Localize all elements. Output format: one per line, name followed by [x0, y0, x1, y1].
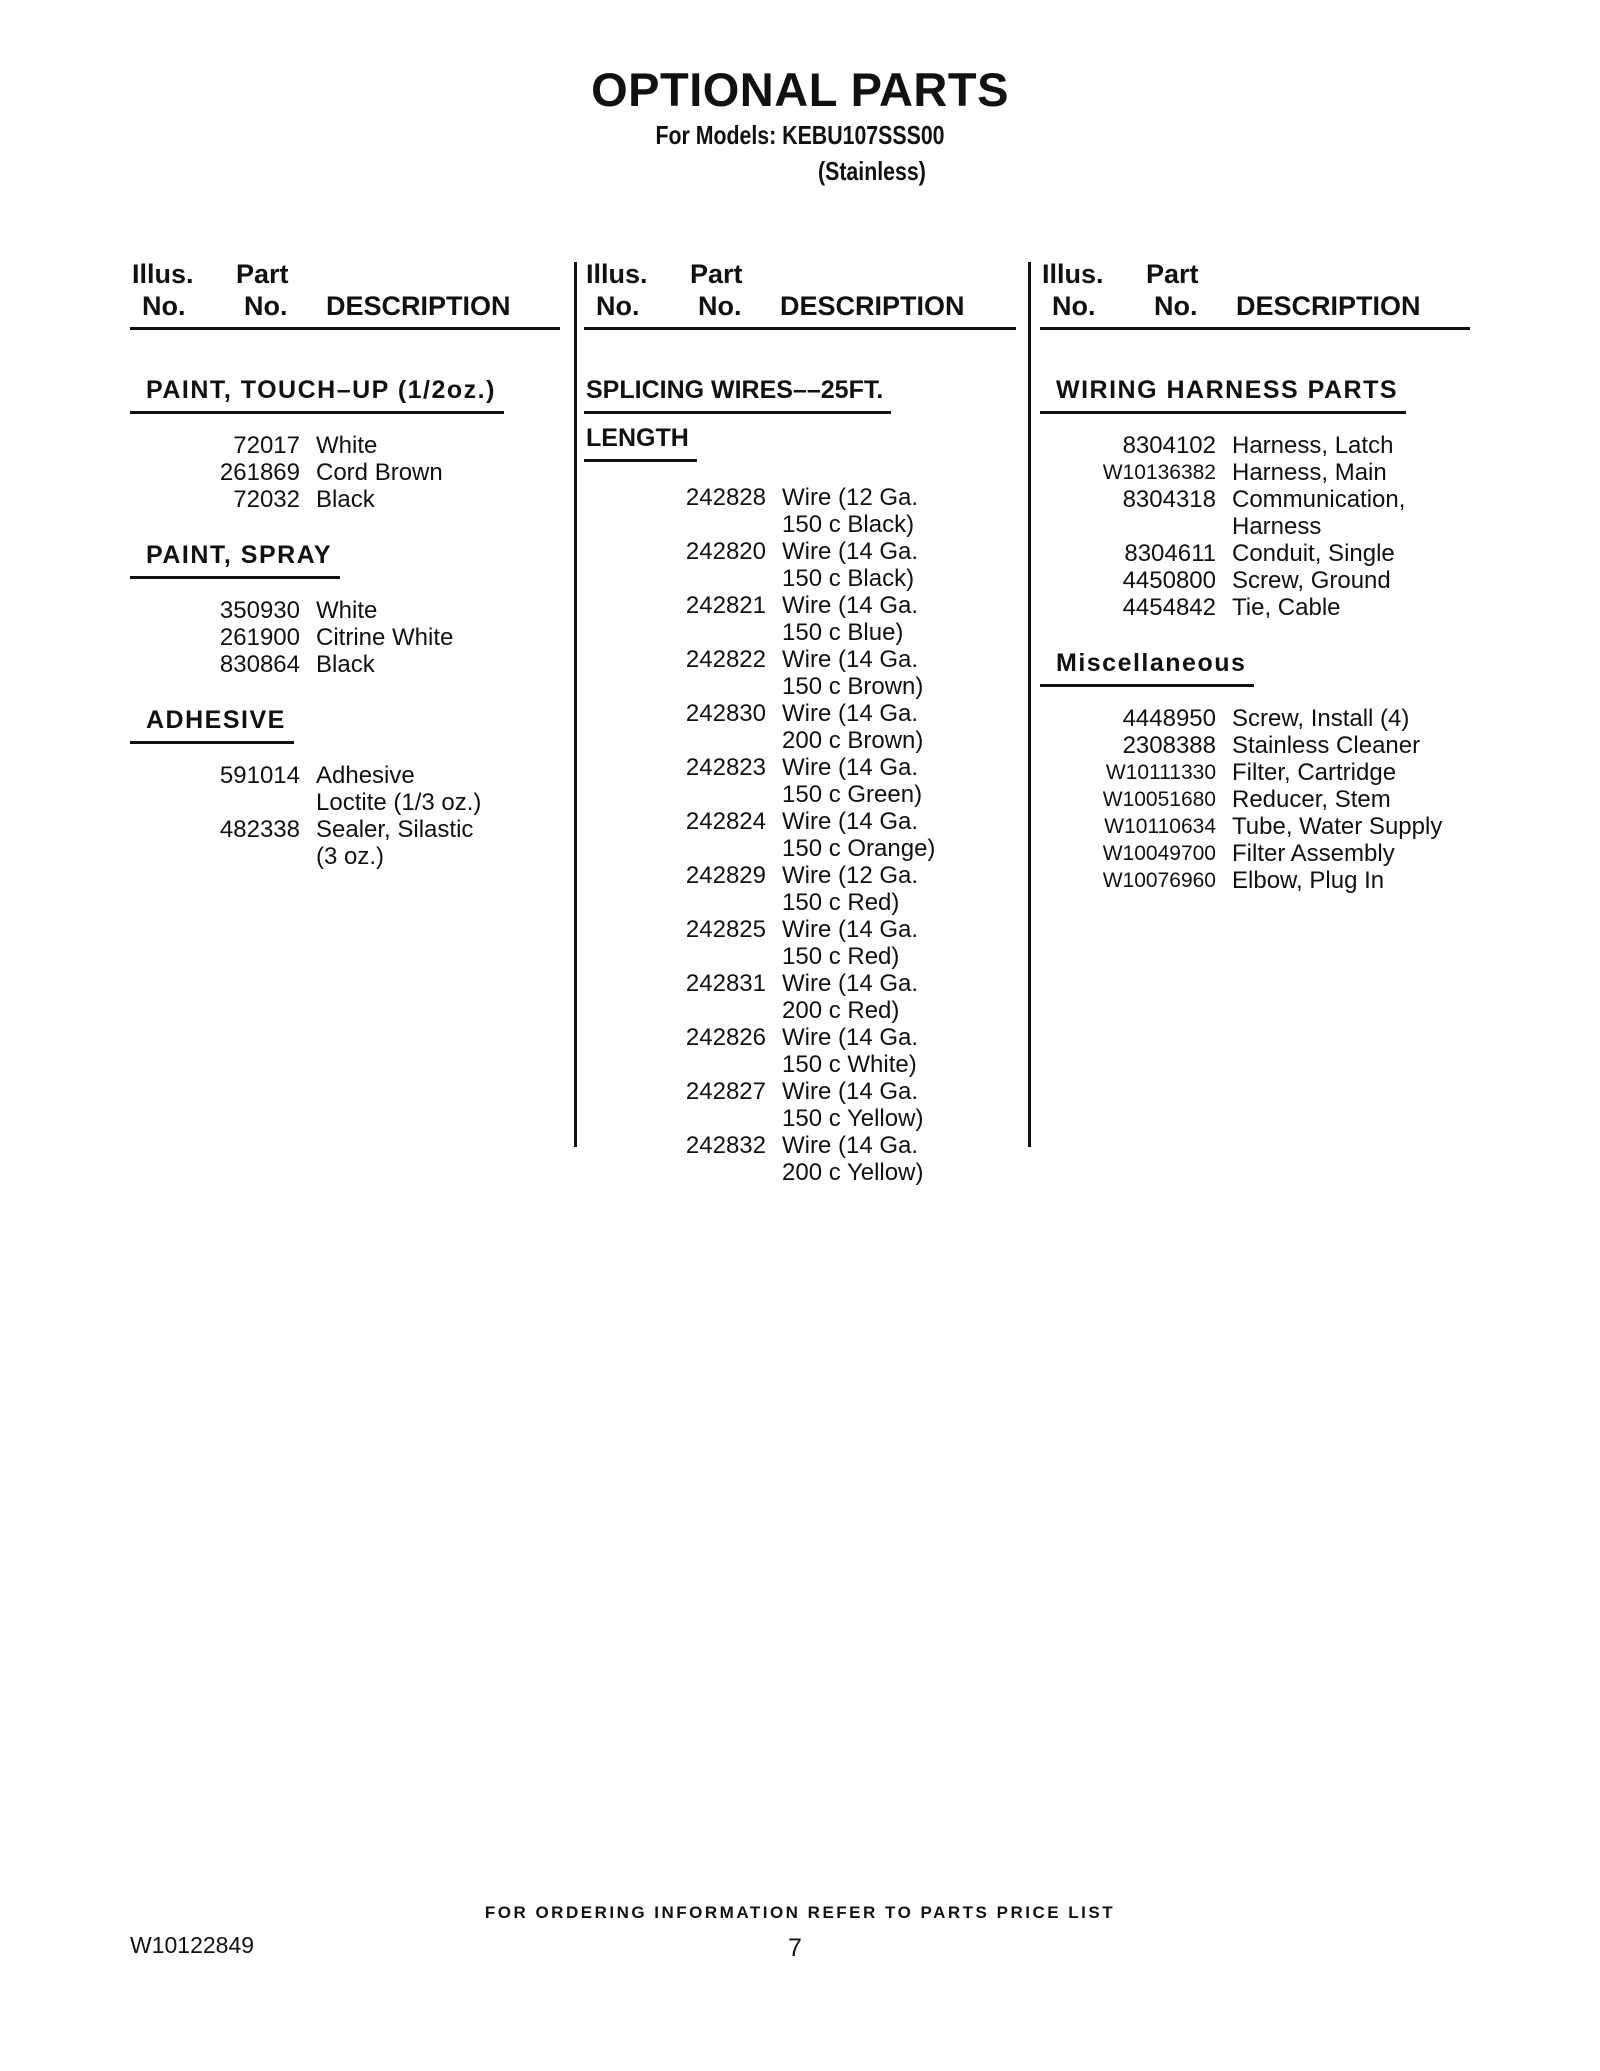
part-number	[584, 835, 782, 862]
part-number	[584, 997, 782, 1024]
part-description: Conduit, Single	[1232, 540, 1395, 567]
part-number: 4448950	[1122, 705, 1216, 732]
part-number: 242832	[685, 1132, 766, 1159]
part-description: Loctite (1/3 oz.)	[316, 789, 482, 816]
part-number: 72017	[233, 432, 300, 459]
header-part-no: No.	[1154, 291, 1198, 321]
list-item	[130, 624, 560, 651]
part-number	[1040, 513, 1232, 540]
part-number: 261900	[219, 624, 300, 651]
list-item	[1040, 513, 1470, 540]
part-description: Cord Brown	[316, 459, 443, 486]
part-description: 150 c Red)	[782, 889, 900, 916]
part-number: 242827	[685, 1078, 766, 1105]
header-illus: Illus.	[1042, 259, 1104, 289]
list-item	[584, 1078, 1016, 1105]
part-description: 150 c Brown)	[782, 673, 924, 700]
part-number: 350930	[219, 597, 300, 624]
list-item	[1040, 867, 1470, 894]
list-item	[584, 673, 1016, 700]
list-item	[130, 816, 560, 843]
parts-section	[1040, 649, 1470, 894]
column-body	[1040, 376, 1470, 894]
part-number: 242831	[685, 970, 766, 997]
part-description: Wire (14 Ga.	[782, 1024, 919, 1051]
part-description: Reducer, Stem	[1232, 786, 1391, 813]
part-number: 242830	[685, 700, 766, 727]
list-item	[1040, 813, 1470, 840]
list-item	[584, 916, 1016, 943]
part-description: Screw, Install (4)	[1232, 705, 1410, 732]
list-item	[130, 789, 560, 816]
list-item	[130, 432, 560, 459]
part-description: 150 c Black)	[782, 511, 915, 538]
part-description: Wire (14 Ga.	[782, 1132, 919, 1159]
part-number	[130, 789, 316, 816]
part-number: 242822	[685, 646, 766, 673]
part-description: Communication,	[1232, 486, 1406, 513]
list-item	[584, 484, 1016, 511]
list-item	[1040, 705, 1470, 732]
part-description: 150 c Red)	[782, 943, 900, 970]
header-description: DESCRIPTION	[326, 291, 511, 321]
parts-column-1	[130, 255, 560, 870]
section-title: PAINT, TOUCH–UP (1/2oz.)	[130, 376, 504, 414]
part-number: 591014	[219, 762, 300, 789]
list-item	[584, 943, 1016, 970]
list-item	[584, 619, 1016, 646]
part-number: 261869	[219, 459, 300, 486]
part-number	[584, 889, 782, 916]
part-number: W10136382	[1102, 461, 1216, 484]
parts-list	[130, 597, 560, 678]
list-item	[584, 1024, 1016, 1051]
part-number: 4454842	[1122, 594, 1216, 621]
list-item	[584, 889, 1016, 916]
list-item	[584, 700, 1016, 727]
list-item	[584, 1051, 1016, 1078]
part-number: W10110634	[1104, 815, 1216, 838]
column-header	[1040, 255, 1470, 330]
list-item	[1040, 567, 1470, 594]
part-number	[584, 727, 782, 754]
part-description: Wire (14 Ga.	[782, 646, 919, 673]
part-description: 150 c Green)	[782, 781, 923, 808]
parts-list	[130, 432, 560, 513]
header-part: Part	[1146, 259, 1199, 289]
part-description: Elbow, Plug In	[1232, 867, 1385, 894]
list-item	[1040, 759, 1470, 786]
parts-column-3	[1040, 255, 1470, 894]
part-description: Harness, Latch	[1232, 432, 1394, 459]
part-description: Filter Assembly	[1232, 840, 1395, 867]
part-number	[584, 511, 782, 538]
list-item	[584, 1159, 1016, 1186]
list-item	[584, 754, 1016, 781]
part-description: Wire (12 Ga.	[782, 862, 919, 889]
part-description: White	[316, 432, 378, 459]
list-item	[584, 1132, 1016, 1159]
part-description: Tube, Water Supply	[1232, 813, 1443, 840]
list-item	[584, 781, 1016, 808]
part-description: 200 c Red)	[782, 997, 900, 1024]
part-number: W10051680	[1102, 788, 1216, 811]
part-number: W10049700	[1102, 842, 1216, 865]
page-number: 7	[788, 1934, 802, 1962]
parts-section	[130, 541, 560, 678]
list-item	[1040, 732, 1470, 759]
section-title: SPLICING WIRES––25FT.	[584, 376, 891, 414]
section-title: ADHESIVE	[130, 706, 294, 744]
parts-section	[130, 706, 560, 870]
section-title: Miscellaneous	[1040, 649, 1254, 687]
header-description: DESCRIPTION	[1236, 291, 1421, 321]
header-part-no: No.	[698, 291, 742, 321]
part-number	[584, 781, 782, 808]
part-description: Wire (14 Ga.	[782, 538, 919, 565]
part-description: Harness, Main	[1232, 459, 1387, 486]
header-part-no: No.	[244, 291, 288, 321]
part-description: Sealer, Silastic	[316, 816, 474, 843]
ordering-note: FOR ORDERING INFORMATION REFER TO PARTS PRICE LIST	[484, 1903, 1116, 1922]
part-number: 242828	[685, 484, 766, 511]
part-number	[584, 619, 782, 646]
part-description: 150 c Black)	[782, 565, 915, 592]
list-item	[584, 592, 1016, 619]
list-item	[584, 970, 1016, 997]
part-description: Wire (14 Ga.	[782, 808, 919, 835]
part-description: Screw, Ground	[1232, 567, 1391, 594]
part-number: 242829	[685, 862, 766, 889]
part-description: Wire (14 Ga.	[782, 1078, 919, 1105]
column-header	[584, 255, 1016, 330]
part-description: Wire (14 Ga.	[782, 970, 919, 997]
model-line: For Models: KEBU107SSS00	[655, 120, 945, 150]
list-item	[584, 997, 1016, 1024]
header-illus-no: No.	[1052, 291, 1096, 321]
parts-section	[584, 376, 1016, 1186]
list-item	[1040, 840, 1470, 867]
part-number	[584, 1051, 782, 1078]
part-description: Wire (14 Ga.	[782, 754, 919, 781]
section-title: PAINT, SPRAY	[130, 541, 340, 579]
part-description: Wire (14 Ga.	[782, 592, 919, 619]
header-illus-no: No.	[596, 291, 640, 321]
part-description: Tie, Cable	[1232, 594, 1341, 621]
part-number: 242824	[685, 808, 766, 835]
list-item	[1040, 459, 1470, 486]
header-part: Part	[236, 259, 289, 289]
list-item	[584, 646, 1016, 673]
list-item	[1040, 540, 1470, 567]
part-number: 8304318	[1122, 486, 1216, 513]
part-number: 242820	[685, 538, 766, 565]
header-part: Part	[690, 259, 743, 289]
list-item	[130, 459, 560, 486]
parts-list	[584, 484, 1016, 1186]
part-number	[584, 943, 782, 970]
part-number: 8304102	[1122, 432, 1216, 459]
part-description: Stainless Cleaner	[1232, 732, 1421, 759]
part-number: 4450800	[1122, 567, 1216, 594]
list-item	[584, 862, 1016, 889]
column-header	[130, 255, 560, 330]
part-description: Wire (12 Ga.	[782, 484, 919, 511]
part-description: 200 c Brown)	[782, 727, 924, 754]
header-illus: Illus.	[132, 259, 194, 289]
column-body	[584, 376, 1016, 1186]
part-description: Black	[316, 486, 375, 513]
part-number	[584, 1105, 782, 1132]
part-description: 150 c White)	[782, 1051, 917, 1078]
column-divider	[574, 262, 577, 1147]
header-description: DESCRIPTION	[780, 291, 965, 321]
part-description: 200 c Yellow)	[782, 1159, 924, 1186]
part-number: 242826	[685, 1024, 766, 1051]
part-description: Wire (14 Ga.	[782, 916, 919, 943]
part-number: 72032	[233, 486, 300, 513]
list-item	[130, 486, 560, 513]
part-description: Harness	[1232, 513, 1322, 540]
part-number: 242823	[685, 754, 766, 781]
parts-list	[130, 762, 560, 870]
list-item	[584, 1105, 1016, 1132]
parts-section	[130, 376, 560, 513]
part-description: Filter, Cartridge	[1232, 759, 1397, 786]
list-item	[1040, 594, 1470, 621]
header-illus-no: No.	[142, 291, 186, 321]
part-number	[584, 673, 782, 700]
list-item	[584, 727, 1016, 754]
part-number	[584, 565, 782, 592]
part-description: Citrine White	[316, 624, 454, 651]
column-body	[130, 376, 560, 870]
list-item	[130, 651, 560, 678]
parts-list	[1040, 705, 1470, 894]
list-item	[1040, 432, 1470, 459]
list-item	[130, 762, 560, 789]
part-description: 150 c Blue)	[782, 619, 904, 646]
part-number: 242825	[685, 916, 766, 943]
page-title: OPTIONAL PARTS	[591, 63, 1009, 116]
list-item	[584, 511, 1016, 538]
parts-column-2	[584, 255, 1016, 1186]
part-number: W10111330	[1105, 761, 1216, 784]
section-title: WIRING HARNESS PARTS	[1040, 376, 1406, 414]
section-title: LENGTH	[584, 424, 697, 462]
parts-section	[1040, 376, 1470, 621]
part-number	[130, 843, 316, 870]
list-item	[130, 597, 560, 624]
part-number: 830864	[219, 651, 300, 678]
part-number: 482338	[219, 816, 300, 843]
list-item	[584, 808, 1016, 835]
list-item	[584, 835, 1016, 862]
part-description: 150 c Yellow)	[782, 1105, 924, 1132]
part-number: 2308388	[1122, 732, 1216, 759]
part-description: 150 c Orange)	[782, 835, 936, 862]
part-description: Wire (14 Ga.	[782, 700, 919, 727]
list-item	[584, 538, 1016, 565]
finish-line: (Stainless)	[818, 156, 926, 186]
part-description: Black	[316, 651, 375, 678]
parts-list	[1040, 432, 1470, 621]
part-description: (3 oz.)	[316, 843, 385, 870]
part-description: Adhesive	[316, 762, 415, 789]
column-divider	[1028, 262, 1031, 1147]
part-number: W10076960	[1102, 869, 1216, 892]
header-illus: Illus.	[586, 259, 648, 289]
part-number: 8304611	[1124, 540, 1216, 567]
list-item	[1040, 786, 1470, 813]
list-item	[1040, 486, 1470, 513]
part-description: White	[316, 597, 378, 624]
part-number	[584, 1159, 782, 1186]
list-item	[584, 565, 1016, 592]
list-item	[130, 843, 560, 870]
part-number: 242821	[685, 592, 766, 619]
document-number: W10122849	[130, 1932, 255, 1958]
